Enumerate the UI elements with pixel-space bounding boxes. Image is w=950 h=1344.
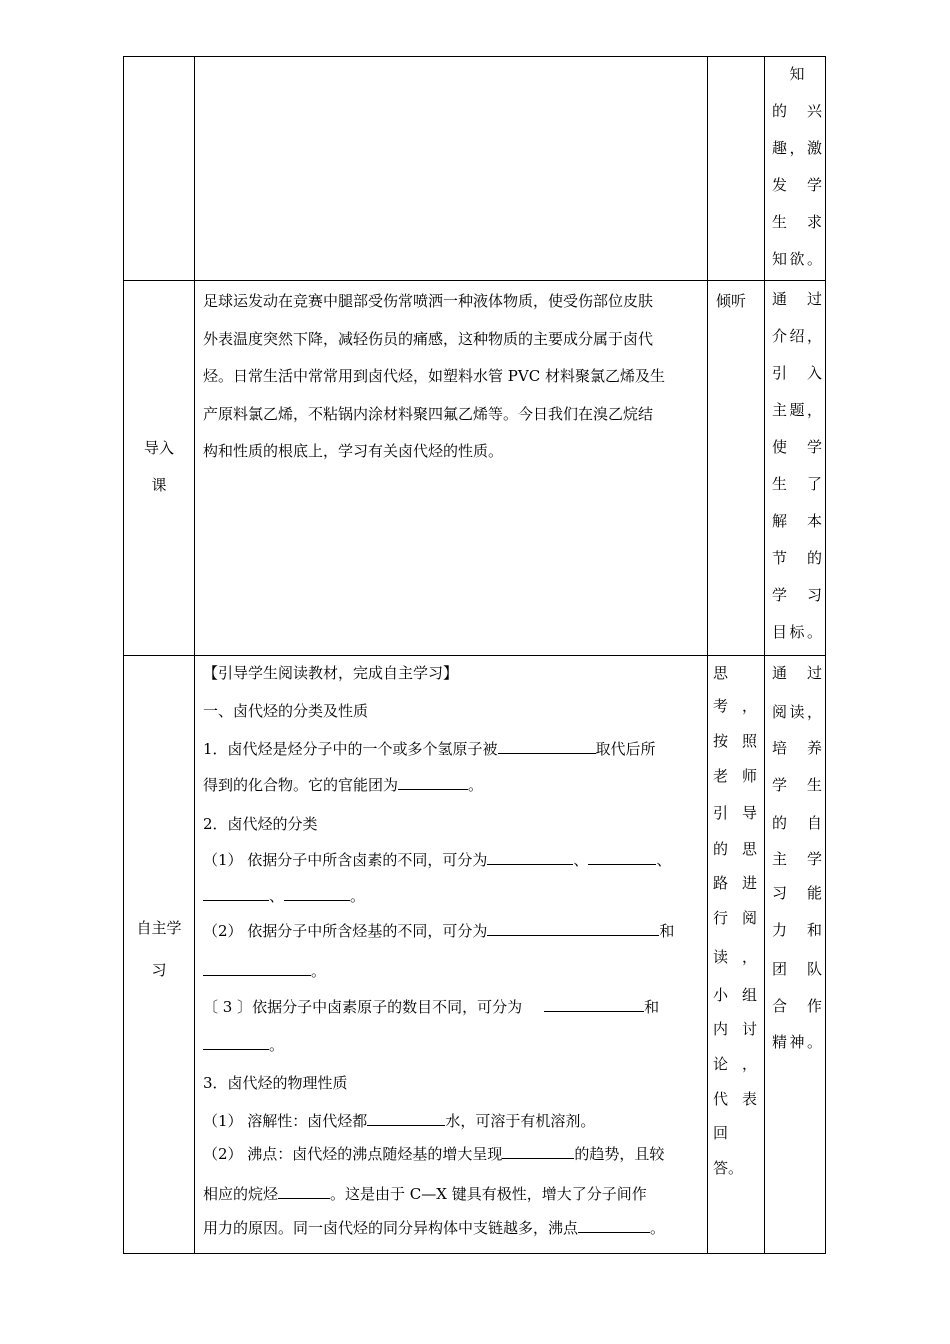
row3-q2-1-line bbox=[203, 845, 671, 875]
row2-stage-label bbox=[124, 430, 194, 504]
row3-q3-2-line-2 bbox=[203, 1179, 647, 1209]
row3-intent-line: 力 和 bbox=[772, 921, 822, 939]
row3-heading: 【引导学生阅读教材，完成自主学习】 bbox=[203, 664, 459, 682]
row3-q3-title: 3．卤代烃的物理性质 bbox=[203, 1074, 348, 1092]
row3-student-line: 路 进 bbox=[713, 874, 757, 892]
q1-text-4: 。 bbox=[468, 776, 484, 794]
row3-q2-1-line-2 bbox=[203, 881, 365, 911]
q3-1-blank[interactable] bbox=[367, 1111, 445, 1126]
row3-stage-label bbox=[124, 907, 194, 991]
row1-intent-line: 生 求 bbox=[772, 213, 822, 231]
row3-q1-line bbox=[203, 734, 656, 764]
row1-intent-cell bbox=[772, 56, 822, 278]
table-border-right bbox=[825, 56, 826, 1254]
row2-intent-line: 学 习 bbox=[772, 586, 822, 604]
row3-student-line: 引 导 bbox=[713, 804, 757, 822]
row2-content-line: 产原料氯乙烯，不粘锅内涂材料聚四氟乙烯等。今日我们在溴乙烷结 bbox=[203, 404, 654, 423]
row3-intent-line: 团 队 bbox=[772, 960, 822, 978]
q2-1-blank-1[interactable] bbox=[487, 850, 573, 865]
row3-student-line: 老 师 bbox=[713, 767, 757, 785]
and-text: 和 bbox=[659, 922, 675, 940]
q1-text-3: 得到的化合物。它的官能团为 bbox=[203, 776, 399, 794]
q2-2-end: 。 bbox=[311, 962, 327, 980]
row3-label-line: 习 bbox=[151, 961, 167, 979]
row3-student-line: 答。 bbox=[713, 1159, 744, 1177]
row3-q2-2-line bbox=[203, 916, 674, 946]
row3-intent-cell bbox=[772, 658, 822, 1060]
q1-text-2: 取代后所 bbox=[595, 740, 656, 758]
row2-content-line: 外表温度突然下降，减轻伤员的痛感，这种物质的主要成分属于卤代 bbox=[203, 329, 654, 348]
q3-2-blank-1[interactable] bbox=[502, 1144, 574, 1159]
q2-1-blank-3[interactable] bbox=[203, 886, 269, 901]
q3-2-text-2: 的趋势，且较 bbox=[574, 1145, 665, 1163]
row3-intent-line: 阅读， bbox=[772, 703, 822, 721]
q2-3-end: 。 bbox=[269, 1036, 285, 1054]
row3-q1-line-2 bbox=[203, 770, 483, 800]
row2-intent-line: 主题， bbox=[772, 401, 822, 419]
row3-q2-2-line-2 bbox=[203, 956, 326, 986]
row1-intent-line: 知欲。 bbox=[772, 250, 822, 268]
q3-2-text: （2） 沸点：卤代烃的沸点随烃基的增大呈现 bbox=[203, 1145, 503, 1163]
q1-text: 1．卤代烃是烃分子中的一个或多个氢原子被 bbox=[203, 740, 498, 758]
row3-student-line: 按 照 bbox=[713, 732, 757, 750]
row-divider-2 bbox=[123, 655, 826, 656]
row2-intent-line: 介绍， bbox=[772, 327, 822, 345]
row3-student-cell bbox=[713, 658, 757, 1186]
q2-2-blank-1[interactable] bbox=[487, 921, 659, 936]
q2-1-text: （1） 依据分子中所含卤素的不同，可分为 bbox=[203, 851, 488, 869]
q1-blank-2[interactable] bbox=[398, 775, 468, 790]
q3-1-text: （1） 溶解性：卤代烃都 bbox=[203, 1112, 368, 1130]
row2-label-line: 导入 bbox=[143, 439, 174, 457]
row2-content-line: 足球运发动在竞赛中腿部受伤常喷洒一种液体物质，使受伤部位皮肤 bbox=[203, 292, 654, 310]
row2-content-line: 烃。日常生活中常常用到卤代烃，如塑料水管 PVC 材料聚氯乙烯及生 bbox=[203, 367, 665, 385]
row2-intent-line: 通 过 bbox=[772, 290, 822, 308]
row2-intent-line: 使 学 bbox=[772, 438, 822, 456]
row2-intent-line: 生 了 bbox=[772, 475, 822, 493]
row3-intent-line: 学 生 bbox=[772, 776, 822, 794]
q3-2-blank-2[interactable] bbox=[278, 1184, 330, 1199]
row2-intent-line: 目标。 bbox=[772, 623, 822, 641]
row2-content-line: 构和性质的根底上，学习有关卤代烃的性质。 bbox=[203, 442, 504, 460]
sep: 、 bbox=[269, 887, 285, 905]
row2-intent-cell bbox=[772, 281, 822, 651]
row3-intent-line: 习 能 bbox=[772, 884, 822, 902]
q2-2-blank-2[interactable] bbox=[203, 961, 311, 976]
q2-3-blank-1[interactable] bbox=[544, 997, 644, 1012]
row3-label-line: 自主学 bbox=[136, 919, 182, 937]
row3-q2-3-line bbox=[203, 992, 659, 1022]
row1-intent-line: 趣，激 bbox=[772, 139, 822, 157]
row3-q2-title: 2．卤代烃的分类 bbox=[203, 815, 318, 833]
row3-student-line: 回 bbox=[713, 1124, 729, 1142]
row3-student-line: 的 思 bbox=[713, 840, 757, 858]
q1-blank-1[interactable] bbox=[498, 739, 596, 754]
row3-intent-line: 合 作 bbox=[772, 997, 822, 1015]
row1-intent-line: 知 bbox=[789, 65, 805, 83]
row3-student-line: 行 阅 bbox=[713, 909, 757, 927]
q3-1-text-2: 水，可溶于有机溶剂。 bbox=[445, 1112, 596, 1130]
q2-1-blank-4[interactable] bbox=[284, 886, 350, 901]
row3-student-line: 小 组 bbox=[713, 986, 757, 1004]
and-text: 和 bbox=[644, 998, 660, 1016]
col-divider-2 bbox=[707, 56, 708, 1254]
q3-2-text-3: 相应的烷烃 bbox=[203, 1185, 279, 1203]
q2-3-text: 〔 3 〕依据分子中卤素原子的数目不同，可分为 bbox=[203, 998, 523, 1016]
row3-intent-line: 通 过 bbox=[772, 664, 822, 682]
row3-q3-1-line bbox=[203, 1106, 595, 1136]
row3-q3-2-line bbox=[203, 1139, 664, 1169]
q2-2-text: （2） 依据分子中所含烃基的不同，可分为 bbox=[203, 922, 488, 940]
q3-2-text-6: 。 bbox=[650, 1219, 666, 1237]
row3-q2-3-line-2 bbox=[203, 1030, 284, 1060]
row3-student-line: 考， bbox=[713, 697, 757, 715]
q2-1-end: 。 bbox=[350, 887, 366, 905]
row3-intent-line: 主 学 bbox=[772, 850, 822, 868]
row-divider-1 bbox=[123, 280, 826, 281]
row3-intent-line: 精神。 bbox=[772, 1033, 822, 1051]
col-divider-1 bbox=[194, 56, 195, 1254]
q2-1-blank-2[interactable] bbox=[588, 850, 656, 865]
table-border-left bbox=[123, 56, 124, 1254]
row3-intent-line: 的 自 bbox=[772, 814, 822, 832]
row2-student-activity: 倾听 bbox=[716, 292, 747, 310]
row2-intent-line: 引 入 bbox=[772, 364, 822, 382]
row3-student-line: 读， bbox=[713, 948, 757, 966]
sep: 、 bbox=[656, 851, 672, 869]
row3-section-title: 一、卤代烃的分类及性质 bbox=[203, 702, 369, 720]
col-divider-3 bbox=[764, 56, 765, 1254]
row2-content bbox=[203, 283, 700, 471]
table-border-bottom bbox=[123, 1253, 826, 1254]
row1-intent-line: 的 兴 bbox=[772, 102, 822, 120]
sep: 、 bbox=[573, 851, 589, 869]
row2-label-line: 课 bbox=[151, 476, 167, 494]
row2-intent-line: 解 本 bbox=[772, 512, 822, 530]
q3-2-text-5: 用力的原因。同一卤代烃的同分异构体中支链越多，沸点 bbox=[203, 1219, 579, 1237]
row3-student-line: 代 表 bbox=[713, 1090, 757, 1108]
row3-intent-line: 培 养 bbox=[772, 739, 822, 757]
row3-student-line: 论， bbox=[713, 1055, 757, 1073]
row3-q3-2-line-3 bbox=[203, 1213, 665, 1243]
q3-2-text-4: 。这是由于 C—X 键具有极性，增大了分子间作 bbox=[330, 1185, 647, 1203]
row2-intent-line: 节 的 bbox=[772, 549, 822, 567]
q3-2-blank-3[interactable] bbox=[578, 1218, 650, 1233]
table-border-top bbox=[123, 56, 826, 57]
row3-student-line: 内 讨 bbox=[713, 1020, 757, 1038]
row1-intent-line: 发 学 bbox=[772, 176, 822, 194]
q2-3-blank-2[interactable] bbox=[203, 1035, 269, 1050]
row3-student-line: 思 bbox=[713, 664, 729, 682]
